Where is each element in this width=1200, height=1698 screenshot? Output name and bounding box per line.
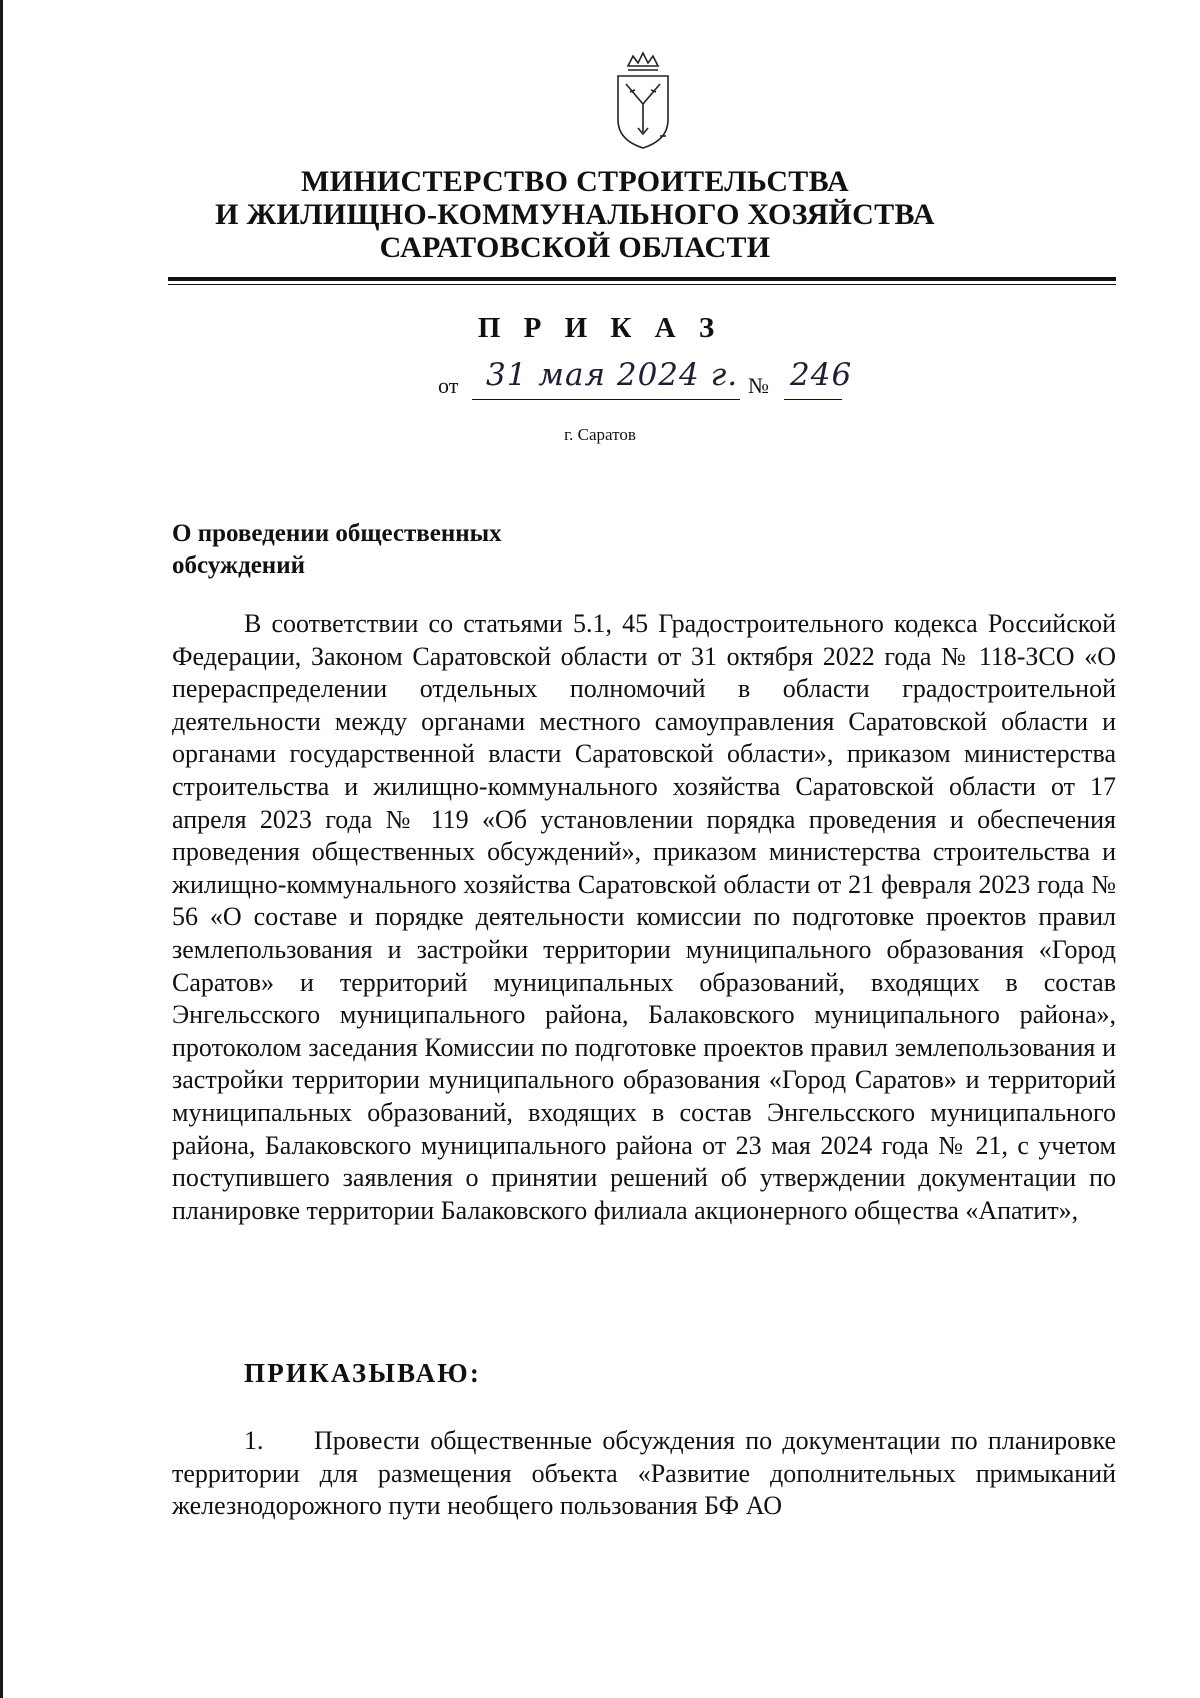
directive-heading: ПРИКАЗЫВАЮ:	[244, 1358, 482, 1388]
item-1-text: Провести общественные обсуждения по документации по планировке территории для размещения объекта «Развитие дополнительных примыканий железнодорожного пути необщего пользования БФ АО	[172, 1426, 1116, 1521]
header-divider-thick	[168, 277, 1116, 281]
ministry-line-2: И ЖИЛИЩНО-КОММУНАЛЬНОГО ХОЗЯЙСТВА	[215, 198, 935, 231]
order-title: П Р И К А З	[477, 312, 723, 344]
body-paragraph: В соответствии со статьями 5.1, 45 Градостроительного кодекса Российской Федерации, Законом Саратовской области от 31 октября 2022 года № 118-ЗСО «О перераспределении отдельных полномочий в области градостроительной деятельности между органами местного самоуправления Саратовской области и органами государственной власти Саратовской области», приказом министерства строительства и жилищно-коммунального хозяйства Саратовской области от 17 апреля 2023 года № 119 «Об установлении порядка проведения и обеспечения проведения общественных обсуждений», приказом министерства строительства и жилищно-коммунального хозяйства Саратовской области от 21 февраля 2023 года № 56 «О составе и порядке деятельности комиссии по подготовке проектов правил землепользования и застройки территории муниципального образования «Город Саратов» и территорий муниципальных образований, входящих в состав Энгельсского муниципального района, Балаковского муниципального района», протоколом заседания Комиссии по подготовке проектов правил землепользования и застройки территории муниципального образования «Город Саратов» и территорий муниципальных образований, входящих в состав Энгельсского муниципального района, Балаковского муниципального района от 23 мая 2024 года № 21, с учетом поступившего заявления о принятии решений об утверждении документации по планировке территории Балаковского филиала акционерного общества «Апатит»,	[172, 609, 1116, 1225]
item-1-number: 1.	[244, 1426, 264, 1455]
number-blank-line	[784, 399, 842, 400]
order-item-1	[172, 1425, 1116, 1523]
handwritten-number: 246	[790, 357, 853, 393]
header-divider-thin	[168, 284, 1116, 285]
order-date-number-line	[0, 355, 1200, 405]
scan-left-edge	[0, 0, 3, 1698]
subject-line-1: О проведении общественных	[172, 520, 502, 547]
date-label: от	[438, 373, 459, 398]
ministry-line-3: САРАТОВСКОЙ ОБЛАСТИ	[379, 231, 771, 264]
ministry-line-1: МИНИСТЕРСТВО СТРОИТЕЛЬСТВА	[300, 165, 850, 198]
coat-of-arms-icon	[600, 48, 686, 156]
handwritten-date: 31 мая 2024 г.	[486, 357, 739, 393]
city: г. Саратов	[564, 425, 636, 444]
subject-line-2: обсуждений	[172, 552, 306, 579]
document-subject	[172, 518, 502, 582]
date-blank-line	[472, 399, 740, 400]
ministry-header	[140, 165, 1010, 264]
number-label: №	[748, 373, 769, 398]
